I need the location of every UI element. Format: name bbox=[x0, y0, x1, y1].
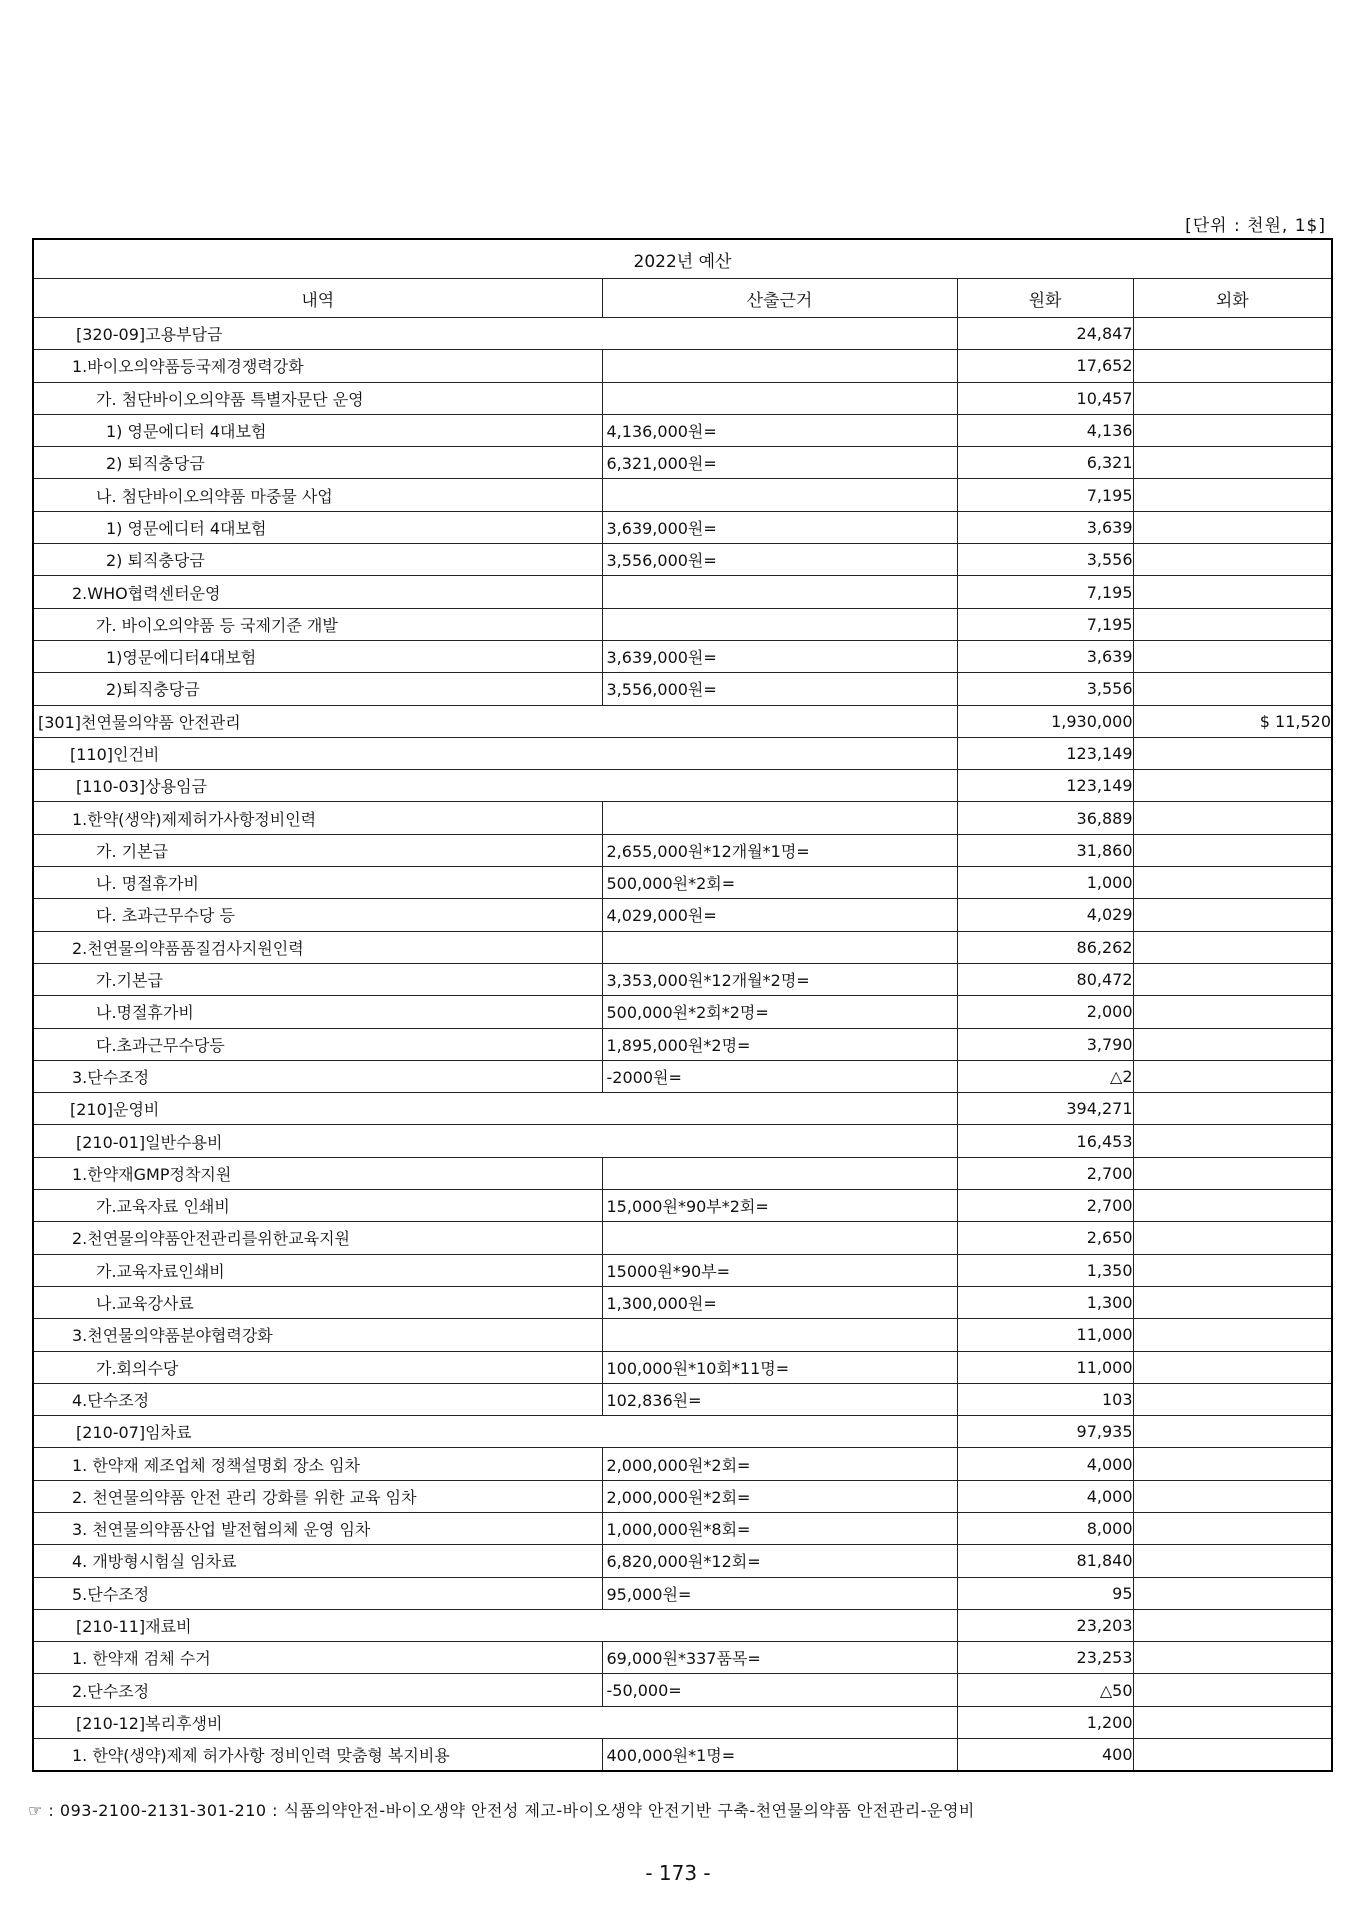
cell-item: [210-11]재료비 bbox=[33, 1609, 957, 1641]
table-row bbox=[33, 382, 1332, 414]
cell-krw: 23,253 bbox=[957, 1642, 1133, 1674]
cell-item: [110-03]상용임금 bbox=[33, 770, 957, 802]
cell-krw: 7,195 bbox=[957, 576, 1133, 608]
cell-item: 2)퇴직충당금 bbox=[33, 673, 602, 705]
table-row bbox=[33, 867, 1332, 899]
cell-krw: 3,556 bbox=[957, 673, 1133, 705]
cell-basis: 6,820,000원*12회= bbox=[602, 1545, 957, 1577]
cell-item: 1.한약(생약)제제허가사항정비인력 bbox=[33, 802, 602, 834]
cell-krw: 400 bbox=[957, 1739, 1133, 1772]
cell-krw: 11,000 bbox=[957, 1319, 1133, 1351]
cell-fx bbox=[1133, 318, 1332, 350]
cell-basis: 15000원*90부= bbox=[602, 1254, 957, 1286]
cell-krw: 86,262 bbox=[957, 931, 1133, 963]
cell-krw: 2,000 bbox=[957, 996, 1133, 1028]
cell-item: 1.한약재GMP정착지원 bbox=[33, 1157, 602, 1189]
cell-item: [210-07]임차료 bbox=[33, 1416, 957, 1448]
cell-krw: 3,639 bbox=[957, 640, 1133, 672]
cell-basis: 400,000원*1명= bbox=[602, 1739, 957, 1772]
cell-item: 다. 초과근무수당 등 bbox=[33, 899, 602, 931]
table-row-section bbox=[33, 770, 1332, 802]
cell-basis: 3,556,000원= bbox=[602, 544, 957, 576]
cell-item: 4. 개방형시험실 임차료 bbox=[33, 1545, 602, 1577]
cell-fx bbox=[1133, 1351, 1332, 1383]
cell-krw: 80,472 bbox=[957, 963, 1133, 995]
cell-fx bbox=[1133, 867, 1332, 899]
cell-fx bbox=[1133, 1706, 1332, 1738]
cell-basis bbox=[602, 576, 957, 608]
cell-basis bbox=[602, 479, 957, 511]
cell-krw: 1,200 bbox=[957, 1706, 1133, 1738]
cell-item: 3. 천연물의약품산업 발전협의체 운영 임차 bbox=[33, 1512, 602, 1544]
cell-item: 1) 영문에디터 4대보험 bbox=[33, 511, 602, 543]
table-row bbox=[33, 1157, 1332, 1189]
table-row bbox=[33, 511, 1332, 543]
cell-fx bbox=[1133, 576, 1332, 608]
cell-basis bbox=[602, 382, 957, 414]
table-row bbox=[33, 1319, 1332, 1351]
cell-basis: 3,353,000원*12개월*2명= bbox=[602, 963, 957, 995]
cell-krw: 17,652 bbox=[957, 350, 1133, 382]
cell-item: 1. 한약재 검체 수거 bbox=[33, 1642, 602, 1674]
cell-fx bbox=[1133, 479, 1332, 511]
cell-fx bbox=[1133, 608, 1332, 640]
cell-fx bbox=[1133, 834, 1332, 866]
footnote: ☞ : 093-2100-2131-301-210 : 식품의약안전-바이오생약 안전성 제고-바이오생약 안전기반 구축-천연물의약품 안전관리-운영비 bbox=[28, 1801, 975, 1820]
cell-krw: 36,889 bbox=[957, 802, 1133, 834]
table-row bbox=[33, 1351, 1332, 1383]
table-row bbox=[33, 1222, 1332, 1254]
cell-basis bbox=[602, 350, 957, 382]
cell-krw: 4,000 bbox=[957, 1448, 1133, 1480]
cell-krw: 2,700 bbox=[957, 1157, 1133, 1189]
cell-item: 다.초과근무수당등 bbox=[33, 1028, 602, 1060]
cell-basis bbox=[602, 931, 957, 963]
cell-krw: 23,203 bbox=[957, 1609, 1133, 1641]
cell-krw: 1,930,000 bbox=[957, 705, 1133, 737]
cell-fx bbox=[1133, 1512, 1332, 1544]
cell-krw: △2 bbox=[957, 1060, 1133, 1092]
table-row bbox=[33, 576, 1332, 608]
table-row bbox=[33, 1028, 1332, 1060]
unit-note: [단위 : 천원, 1$] bbox=[1185, 216, 1326, 236]
table-row bbox=[33, 1286, 1332, 1318]
col-header-fx: 외화 bbox=[1133, 279, 1332, 318]
cell-krw: 8,000 bbox=[957, 1512, 1133, 1544]
cell-krw: 10,457 bbox=[957, 382, 1133, 414]
table-row bbox=[33, 608, 1332, 640]
cell-item: [210-01]일반수용비 bbox=[33, 1125, 957, 1157]
cell-basis: 2,655,000원*12개월*1명= bbox=[602, 834, 957, 866]
table-row-section bbox=[33, 705, 1332, 737]
table-row bbox=[33, 479, 1332, 511]
table-row bbox=[33, 1254, 1332, 1286]
table-row-section bbox=[33, 1093, 1332, 1125]
cell-fx bbox=[1133, 544, 1332, 576]
cell-krw: 394,271 bbox=[957, 1093, 1133, 1125]
cell-fx bbox=[1133, 1383, 1332, 1415]
cell-fx bbox=[1133, 1286, 1332, 1318]
table-row bbox=[33, 1060, 1332, 1092]
cell-fx bbox=[1133, 770, 1332, 802]
cell-krw: 3,556 bbox=[957, 544, 1133, 576]
table-row bbox=[33, 544, 1332, 576]
cell-krw: 103 bbox=[957, 1383, 1133, 1415]
table-row bbox=[33, 834, 1332, 866]
cell-basis: 4,136,000원= bbox=[602, 414, 957, 446]
table-row bbox=[33, 899, 1332, 931]
cell-item: 1.바이오의약품등국제경쟁력강화 bbox=[33, 350, 602, 382]
cell-item: 5.단수조정 bbox=[33, 1577, 602, 1609]
cell-fx bbox=[1133, 382, 1332, 414]
table-row bbox=[33, 1545, 1332, 1577]
cell-item: 2. 천연물의약품 안전 관리 강화를 위한 교육 임차 bbox=[33, 1480, 602, 1512]
cell-item: 1) 영문에디터 4대보험 bbox=[33, 414, 602, 446]
cell-item: 가. 기본급 bbox=[33, 834, 602, 866]
cell-fx bbox=[1133, 1254, 1332, 1286]
cell-fx bbox=[1133, 1222, 1332, 1254]
cell-item: 2.천연물의약품품질검사지원인력 bbox=[33, 931, 602, 963]
cell-item: 3.천연물의약품분야협력강화 bbox=[33, 1319, 602, 1351]
table-row bbox=[33, 963, 1332, 995]
cell-fx bbox=[1133, 1545, 1332, 1577]
cell-item: 1. 한약재 제조업체 정책설명회 장소 임차 bbox=[33, 1448, 602, 1480]
cell-krw: 2,650 bbox=[957, 1222, 1133, 1254]
cell-krw: 7,195 bbox=[957, 608, 1133, 640]
cell-fx bbox=[1133, 1190, 1332, 1222]
cell-fx bbox=[1133, 673, 1332, 705]
cell-fx: $ 11,520 bbox=[1133, 705, 1332, 737]
cell-krw: 2,700 bbox=[957, 1190, 1133, 1222]
cell-fx bbox=[1133, 414, 1332, 446]
cell-fx bbox=[1133, 640, 1332, 672]
cell-item: 나.명절휴가비 bbox=[33, 996, 602, 1028]
cell-basis: 2,000,000원*2회= bbox=[602, 1448, 957, 1480]
cell-basis: 6,321,000원= bbox=[602, 447, 957, 479]
cell-fx bbox=[1133, 1609, 1332, 1641]
cell-basis: 2,000,000원*2회= bbox=[602, 1480, 957, 1512]
cell-krw: 123,149 bbox=[957, 770, 1133, 802]
table-row-section bbox=[33, 1706, 1332, 1738]
col-header-krw: 원화 bbox=[957, 279, 1133, 318]
cell-fx bbox=[1133, 1480, 1332, 1512]
cell-basis: 500,000원*2회= bbox=[602, 867, 957, 899]
cell-basis: 3,639,000원= bbox=[602, 511, 957, 543]
col-header-item: 내역 bbox=[33, 279, 602, 318]
table-row bbox=[33, 802, 1332, 834]
cell-item: 1)영문에디터4대보험 bbox=[33, 640, 602, 672]
table-row bbox=[33, 931, 1332, 963]
cell-basis: 69,000원*337품목= bbox=[602, 1642, 957, 1674]
cell-basis bbox=[602, 1319, 957, 1351]
cell-item: 가. 바이오의약품 등 국제기준 개발 bbox=[33, 608, 602, 640]
table-row bbox=[33, 1383, 1332, 1415]
table-row bbox=[33, 1190, 1332, 1222]
cell-basis: 3,556,000원= bbox=[602, 673, 957, 705]
cell-item: 가.교육자료 인쇄비 bbox=[33, 1190, 602, 1222]
cell-item: [210]운영비 bbox=[33, 1093, 957, 1125]
cell-basis: 1,000,000원*8회= bbox=[602, 1512, 957, 1544]
table-row bbox=[33, 1674, 1332, 1706]
cell-basis: 4,029,000원= bbox=[602, 899, 957, 931]
cell-basis: -50,000= bbox=[602, 1674, 957, 1706]
table-row-section bbox=[33, 1609, 1332, 1641]
cell-fx bbox=[1133, 1642, 1332, 1674]
cell-krw: 3,639 bbox=[957, 511, 1133, 543]
cell-fx bbox=[1133, 1028, 1332, 1060]
cell-basis bbox=[602, 608, 957, 640]
table-row-section bbox=[33, 737, 1332, 769]
cell-fx bbox=[1133, 1060, 1332, 1092]
cell-item: 2.WHO협력센터운영 bbox=[33, 576, 602, 608]
cell-item: 2) 퇴직충당금 bbox=[33, 544, 602, 576]
cell-krw: 24,847 bbox=[957, 318, 1133, 350]
table-row bbox=[33, 414, 1332, 446]
cell-basis: 500,000원*2회*2명= bbox=[602, 996, 957, 1028]
cell-item: 4.단수조정 bbox=[33, 1383, 602, 1415]
cell-krw: △50 bbox=[957, 1674, 1133, 1706]
cell-fx bbox=[1133, 1739, 1332, 1772]
cell-item: 2) 퇴직충당금 bbox=[33, 447, 602, 479]
page-number: - 173 - bbox=[645, 1861, 711, 1885]
cell-krw: 11,000 bbox=[957, 1351, 1133, 1383]
table-title: 2022년 예산 bbox=[33, 239, 1332, 279]
table-row bbox=[33, 1512, 1332, 1544]
cell-item: 가. 첨단바이오의약품 특별자문단 운영 bbox=[33, 382, 602, 414]
cell-basis: -2000원= bbox=[602, 1060, 957, 1092]
cell-krw: 1,000 bbox=[957, 867, 1133, 899]
cell-krw: 4,136 bbox=[957, 414, 1133, 446]
cell-item: 나. 명절휴가비 bbox=[33, 867, 602, 899]
col-header-basis: 산출근거 bbox=[602, 279, 957, 318]
cell-krw: 7,195 bbox=[957, 479, 1133, 511]
cell-item: [210-12]복리후생비 bbox=[33, 1706, 957, 1738]
cell-item: 가.회의수당 bbox=[33, 1351, 602, 1383]
cell-item: [301]천연물의약품 안전관리 bbox=[33, 705, 957, 737]
cell-item: 2.천연물의약품안전관리를위한교육지원 bbox=[33, 1222, 602, 1254]
cell-krw: 4,029 bbox=[957, 899, 1133, 931]
cell-fx bbox=[1133, 1674, 1332, 1706]
cell-fx bbox=[1133, 931, 1332, 963]
cell-basis: 95,000원= bbox=[602, 1577, 957, 1609]
cell-fx bbox=[1133, 1319, 1332, 1351]
cell-basis: 1,895,000원*2명= bbox=[602, 1028, 957, 1060]
table-row bbox=[33, 640, 1332, 672]
table-row bbox=[33, 673, 1332, 705]
table-row bbox=[33, 1739, 1332, 1772]
cell-fx bbox=[1133, 802, 1332, 834]
cell-fx bbox=[1133, 1577, 1332, 1609]
cell-fx bbox=[1133, 1093, 1332, 1125]
cell-krw: 31,860 bbox=[957, 834, 1133, 866]
cell-fx bbox=[1133, 447, 1332, 479]
cell-item: [110]인건비 bbox=[33, 737, 957, 769]
cell-basis: 100,000원*10회*11명= bbox=[602, 1351, 957, 1383]
cell-basis: 15,000원*90부*2회= bbox=[602, 1190, 957, 1222]
cell-item: [320-09]고용부담금 bbox=[33, 318, 957, 350]
table-row bbox=[33, 996, 1332, 1028]
cell-basis: 102,836원= bbox=[602, 1383, 957, 1415]
cell-fx bbox=[1133, 963, 1332, 995]
table-row-section bbox=[33, 1416, 1332, 1448]
table-row bbox=[33, 1577, 1332, 1609]
cell-item: 나.교육강사료 bbox=[33, 1286, 602, 1318]
cell-basis bbox=[602, 1157, 957, 1189]
table-row bbox=[33, 1642, 1332, 1674]
cell-basis bbox=[602, 1222, 957, 1254]
cell-krw: 95 bbox=[957, 1577, 1133, 1609]
cell-krw: 6,321 bbox=[957, 447, 1133, 479]
cell-fx bbox=[1133, 1125, 1332, 1157]
cell-krw: 81,840 bbox=[957, 1545, 1133, 1577]
cell-krw: 3,790 bbox=[957, 1028, 1133, 1060]
cell-item: 나. 첨단바이오의약품 마중물 사업 bbox=[33, 479, 602, 511]
table-row bbox=[33, 447, 1332, 479]
table-row bbox=[33, 1480, 1332, 1512]
cell-fx bbox=[1133, 511, 1332, 543]
cell-item: 2.단수조정 bbox=[33, 1674, 602, 1706]
cell-krw: 1,350 bbox=[957, 1254, 1133, 1286]
cell-krw: 16,453 bbox=[957, 1125, 1133, 1157]
cell-fx bbox=[1133, 350, 1332, 382]
cell-krw: 97,935 bbox=[957, 1416, 1133, 1448]
cell-item: 3.단수조정 bbox=[33, 1060, 602, 1092]
cell-krw: 123,149 bbox=[957, 737, 1133, 769]
budget-table bbox=[32, 238, 1333, 1772]
cell-item: 가.기본급 bbox=[33, 963, 602, 995]
table-body bbox=[33, 318, 1332, 1772]
cell-fx bbox=[1133, 1416, 1332, 1448]
cell-krw: 4,000 bbox=[957, 1480, 1133, 1512]
table-row bbox=[33, 350, 1332, 382]
cell-fx bbox=[1133, 737, 1332, 769]
cell-fx bbox=[1133, 899, 1332, 931]
table-row-section bbox=[33, 318, 1332, 350]
cell-fx bbox=[1133, 1157, 1332, 1189]
cell-basis bbox=[602, 802, 957, 834]
cell-fx bbox=[1133, 1448, 1332, 1480]
cell-basis: 1,300,000원= bbox=[602, 1286, 957, 1318]
cell-basis: 3,639,000원= bbox=[602, 640, 957, 672]
cell-item: 가.교육자료인쇄비 bbox=[33, 1254, 602, 1286]
cell-krw: 1,300 bbox=[957, 1286, 1133, 1318]
table-row bbox=[33, 1448, 1332, 1480]
table-row-section bbox=[33, 1125, 1332, 1157]
cell-fx bbox=[1133, 996, 1332, 1028]
cell-item: 1. 한약(생약)제제 허가사항 정비인력 맞춤형 복지비용 bbox=[33, 1739, 602, 1772]
